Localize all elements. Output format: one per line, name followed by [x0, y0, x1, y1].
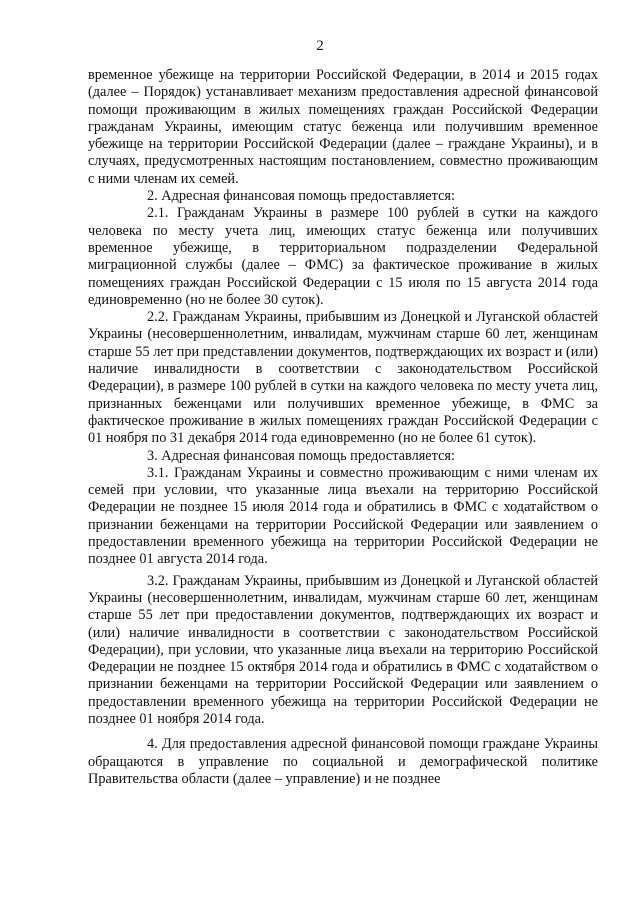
paragraph-section-2-1: 2.1. Гражданам Украины в размере 100 рублей в сутки на каждого человека по месту учета лиц, имеющих статус беженца или получивших временное убежище, в территориальном подразделении Федеральной миграционной службы (далее – ФМС) за фактическое проживание в жилых помещениях граждан Российской Федерации с 15 июля по 15 августа 2014 года единовременно (но не более 30 суток).: [88, 205, 598, 308]
paragraph-procedure-intro: временное убежище на территории Российской Федерации, в 2014 и 2015 годах (далее – Порядок) устанавливает механизм предоставления адресной финансовой помощи проживающим в жилых помещениях граждан Российской Федерации гражданам Украины, имеющим статус беженца или получившим временное убежище на территории Российской Федерации (далее – граждане Украины), и в случаях, предусмотренных настоящим постановлением, совместно проживающим с ними членам их семей.: [88, 67, 598, 187]
document-body: [88, 67, 598, 788]
paragraph-section-3-2: 3.2. Гражданам Украины, прибывшим из Донецкой и Луганской областей Украины (несовершеннолетним, инвалидам, мужчинам старше 60 лет, женщинам старше 55 лет при предоставлении документов, подтверждающих их возраст и (или) наличие инвалидности в соответствии с законодательством Российской Федерации), при условии, что указанные лица въехали на территорию Российской Федерации не позднее 15 октября 2014 года и обратились в ФМС с ходатайством о признании беженцами на территории Российской Федерации или заявлением о предоставлении временного убежища на территории Российской Федерации не позднее 01 ноября 2014 года.: [88, 572, 598, 727]
paragraph-section-2-2: 2.2. Гражданам Украины, прибывшим из Донецкой и Луганской областей Украины (несовершеннолетним, инвалидам, мужчинам старше 60 лет, женщинам старше 55 лет при представлении документов, подтверждающих их возраст и (или) наличие инвалидности в соответствии с законодательством Российской Федерации), в размере 100 рублей в сутки на каждого человека по месту учета лиц, признанных беженцами или получивших временное убежище, в ФМС за фактическое проживание в жилых помещениях граждан Российской Федерации с 01 ноября по 31 декабря 2014 года единовременно (но не более 61 суток).: [88, 309, 598, 447]
paragraph-section-4: 4. Для предоставления адресной финансовой помощи граждане Украины обращаются в управление по социальной и демографической политике Правительства области (далее – управление) и не позднее: [88, 736, 598, 787]
paragraph-section-3-1: 3.1. Гражданам Украины и совместно проживающим с ними членам их семей при условии, что указанные лица въехали на территорию Российской Федерации не позднее 15 июля 2014 года и обратились в ФМС с ходатайством о признании беженцами на территории Российской Федерации или заявлением о предоставлении временного убежища на территории Российской Федерации не позднее 01 августа 2014 года.: [88, 464, 598, 568]
paragraph-section-2-heading: 2. Адресная финансовая помощь предоставляется:: [147, 188, 455, 205]
page-number: 2: [316, 38, 324, 54]
paragraph-section-3-heading: 3. Адресная финансовая помощь предоставляется:: [147, 447, 455, 464]
